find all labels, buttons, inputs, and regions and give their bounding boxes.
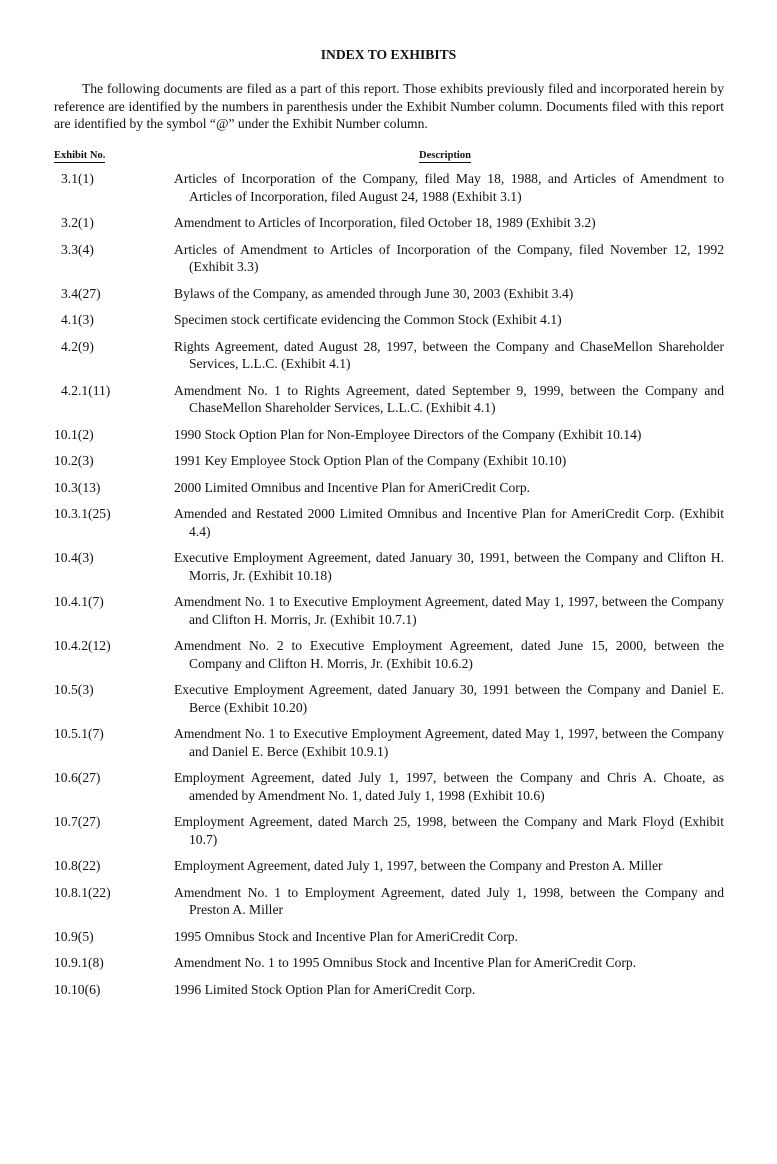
exhibit-number: 3.3(4) <box>61 241 94 257</box>
exhibit-description: Amendment No. 1 to Executive Employment Agreement, dated May 1, 1997, between the Company and Clifton H. Morris, Jr. (Exhibit 10.7.1) <box>174 594 724 627</box>
exhibit-description: Executive Employment Agreement, dated January 30, 1991 between the Company and Daniel E. Berce (Exhibit 10.20) <box>174 682 724 715</box>
exhibit-number: 10.4(3) <box>54 550 94 565</box>
exhibit-row <box>54 285 724 303</box>
exhibit-description: Employment Agreement, dated July 1, 1997, between the Company and Preston A. Miller <box>174 858 663 873</box>
exhibit-number: 10.5(3) <box>54 682 94 697</box>
exhibit-description: Specimen stock certificate evidencing the Common Stock (Exhibit 4.1) <box>174 312 562 327</box>
exhibit-row <box>54 884 724 919</box>
exhibit-description: Executive Employment Agreement, dated January 30, 1991, between the Company and Clifton H. Morris, Jr. (Exhibit 10.18) <box>174 550 724 583</box>
exhibit-description: Rights Agreement, dated August 28, 1997, between the Company and ChaseMellon Shareholder Services, L.L.C. (Exhibit 4.1) <box>174 338 724 371</box>
exhibit-number: 3.1(1) <box>61 171 94 186</box>
exhibit-description: 1996 Limited Stock Option Plan for AmeriCredit Corp. <box>174 981 476 997</box>
exhibit-row <box>54 170 724 205</box>
exhibit-description: Amendment No. 1 to Executive Employment Agreement, dated May 1, 1997, between the Company and Daniel E. Berce (Exhibit 10.9.1) <box>174 726 724 759</box>
exhibit-number: 10.9(5) <box>54 928 94 944</box>
exhibit-row <box>54 813 724 848</box>
exhibit-row <box>54 928 724 946</box>
exhibit-row <box>54 241 724 276</box>
exhibit-row <box>54 479 724 497</box>
exhibit-row <box>54 505 724 540</box>
exhibit-row <box>54 637 724 672</box>
exhibit-row <box>54 338 724 373</box>
exhibit-number: 10.8.1(22) <box>54 884 111 900</box>
exhibit-number: 10.3(13) <box>54 479 101 495</box>
exhibit-row <box>54 681 724 716</box>
exhibit-description: Amendment No. 1 to 1995 Omnibus Stock and Incentive Plan for AmeriCredit Corp. <box>174 955 637 970</box>
exhibit-description: Articles of Amendment to Articles of Incorporation of the Company, filed November 12, 1992 (Exhibit 3.3) <box>174 241 724 274</box>
exhibit-description: Employment Agreement, dated March 25, 1998, between the Company and Mark Floyd (Exhibit 10.7) <box>174 814 724 847</box>
header-exhibit-no: Exhibit No. <box>54 150 106 161</box>
exhibit-description: Employment Agreement, dated July 1, 1997, between the Company and Chris A. Choate, as amended by Amendment No. 1, dated July 1, 1998 (Exhibit 10.6) <box>174 770 724 803</box>
exhibit-number: 10.1(2) <box>54 426 94 442</box>
exhibit-number: 4.1(3) <box>61 312 94 327</box>
exhibit-number: 10.7(27) <box>54 814 101 829</box>
exhibit-number: 10.2(3) <box>54 453 94 468</box>
exhibit-table <box>54 170 724 1007</box>
exhibit-number: 10.10(6) <box>54 981 101 997</box>
exhibit-description: Amendment No. 1 to Employment Agreement, dated July 1, 1998, between the Company and Preston A. Miller <box>174 884 724 917</box>
exhibit-row <box>54 549 724 584</box>
exhibit-description: Amendment to Articles of Incorporation, filed October 18, 1989 (Exhibit 3.2) <box>174 215 596 230</box>
exhibit-number: 10.9.1(8) <box>54 955 104 970</box>
exhibit-row <box>54 214 724 232</box>
exhibit-description: Amendment No. 2 to Executive Employment Agreement, dated June 15, 2000, between the Company and Clifton H. Morris, Jr. (Exhibit 10.6.2) <box>174 638 724 671</box>
header-description: Description <box>419 150 471 161</box>
exhibit-row <box>54 311 724 329</box>
exhibit-row <box>54 593 724 628</box>
exhibit-description: Articles of Incorporation of the Company, filed May 18, 1988, and Articles of Amendment to Articles of Incorporation, filed August 24, 1988 (Exhibit 3.1) <box>174 171 724 204</box>
exhibit-description: Amendment No. 1 to Rights Agreement, dated September 9, 1999, between the Company and ChaseMellon Shareholder Services, L.L.C. (Exhibit 4.1) <box>174 382 724 415</box>
exhibit-row <box>54 769 724 804</box>
exhibit-description: 1991 Key Employee Stock Option Plan of the Company (Exhibit 10.10) <box>174 453 567 468</box>
exhibit-number: 10.5.1(7) <box>54 726 104 741</box>
exhibit-row <box>54 857 724 875</box>
exhibit-number: 4.2(9) <box>61 338 94 354</box>
exhibit-number: 3.4(27) <box>61 285 101 301</box>
exhibit-row <box>54 382 724 417</box>
exhibit-number: 4.2.1(11) <box>61 382 111 398</box>
exhibit-description: Amended and Restated 2000 Limited Omnibus and Incentive Plan for AmeriCredit Corp. (Exhibit 4.4) <box>174 506 724 539</box>
exhibit-number: 10.8(22) <box>54 858 101 873</box>
exhibit-description: 2000 Limited Omnibus and Incentive Plan for AmeriCredit Corp. <box>174 479 531 495</box>
exhibit-row <box>54 981 724 999</box>
exhibit-description: Bylaws of the Company, as amended through June 30, 2003 (Exhibit 3.4) <box>174 285 574 301</box>
exhibit-row <box>54 725 724 760</box>
exhibit-number: 10.6(27) <box>54 770 101 785</box>
exhibit-number: 10.3.1(25) <box>54 506 111 521</box>
exhibit-description: 1995 Omnibus Stock and Incentive Plan for AmeriCredit Corp. <box>174 928 518 944</box>
exhibit-row <box>54 452 724 470</box>
exhibit-number: 3.2(1) <box>61 215 94 230</box>
page-title: INDEX TO EXHIBITS <box>320 47 457 62</box>
exhibit-number: 10.4.1(7) <box>54 594 104 609</box>
exhibit-row <box>54 426 724 444</box>
exhibit-row <box>54 954 724 972</box>
exhibit-description: 1990 Stock Option Plan for Non-Employee Directors of the Company (Exhibit 10.14) <box>174 426 642 442</box>
exhibit-number: 10.4.2(12) <box>54 638 111 653</box>
intro-paragraph: The following documents are filed as a part of this report. Those exhibits previously filed and incorporated herein by reference are identified by the numbers in parenthesis under the Exhibit Number column. Documents filed with this report are identified by the symbol “@” under the Exhibit Number column. <box>54 81 724 131</box>
